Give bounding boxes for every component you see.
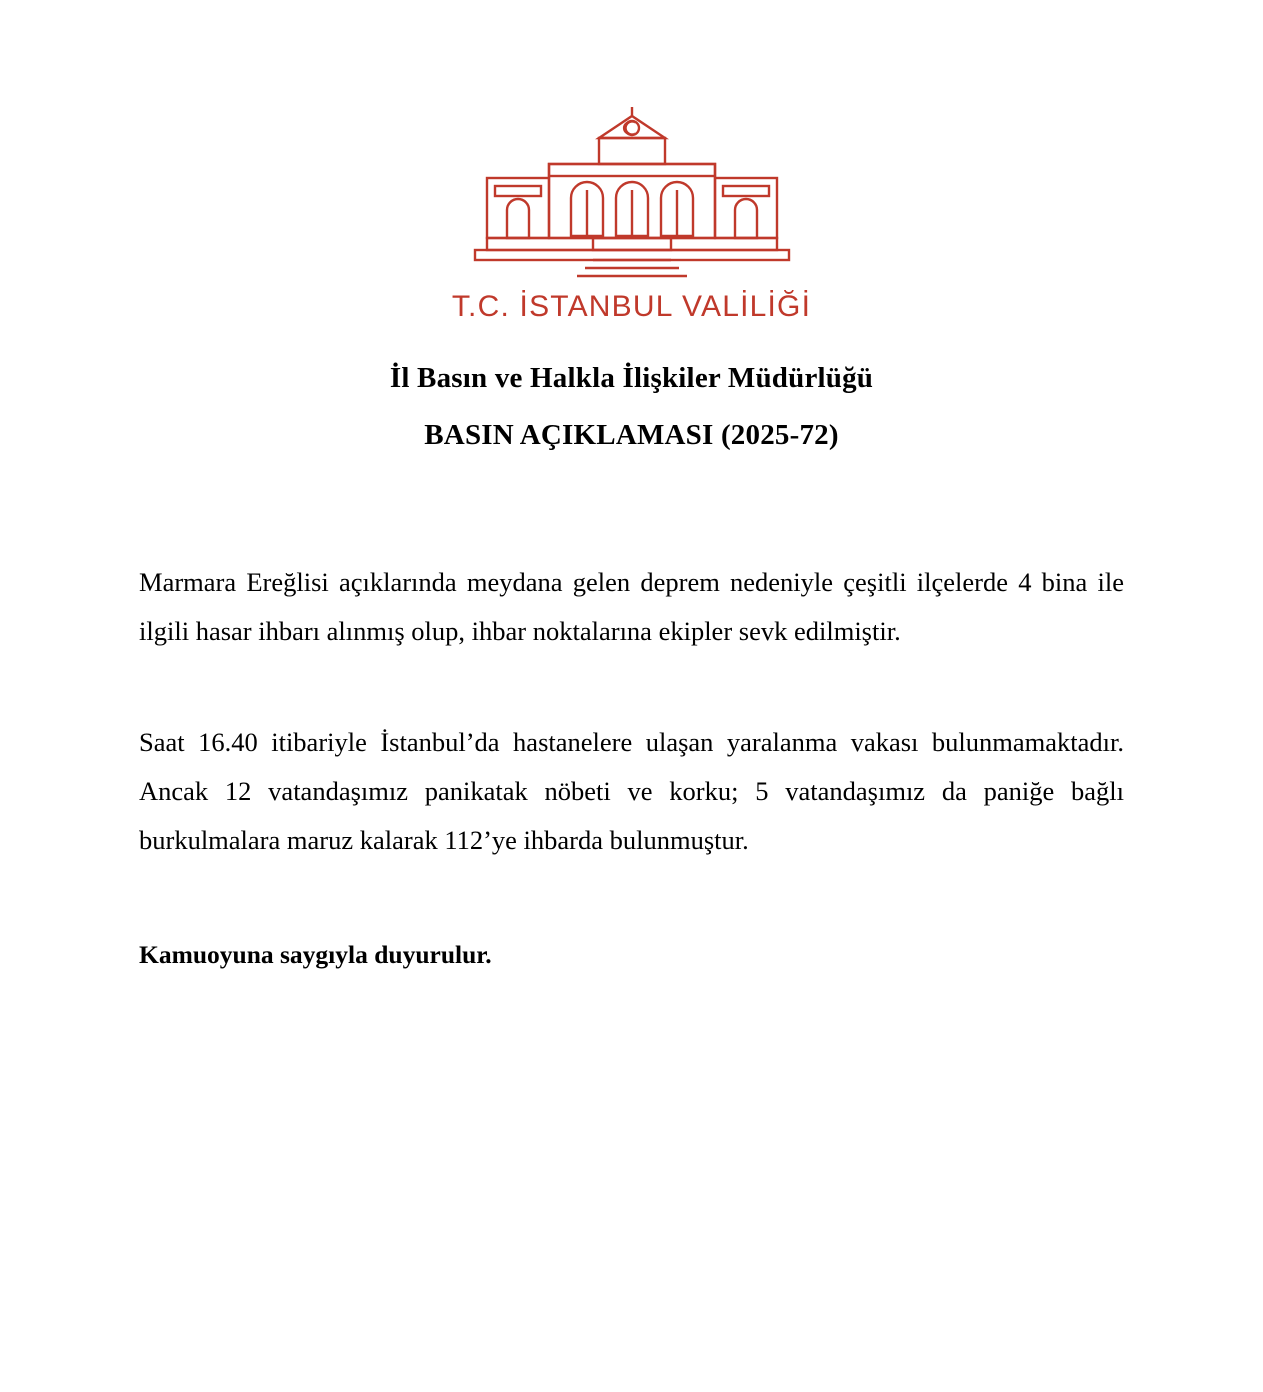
logo-wordmark: T.C. İSTANBUL VALİLİĞİ xyxy=(451,290,812,323)
letterhead xyxy=(0,104,1263,324)
page-subtitle: BASIN AÇIKLAMASI (2025-72) xyxy=(424,419,839,451)
istanbul-governorship-building-icon xyxy=(467,104,797,284)
closing-statement: Kamuoyuna saygıyla duyurulur. xyxy=(139,940,492,970)
document-body xyxy=(139,476,1124,976)
page-title: İl Basın ve Halkla İlişkiler Müdürlüğü xyxy=(389,362,874,394)
paragraph: Saat 16.40 itibariyle İstanbul’da hastanelere ulaşan yaralanma vakası bulunmamaktadır. Ancak 12 vatandaşımız panikatak nöbeti ve korku; 5 vatandaşımız da paniğe bağlı burkulmalara maruz kalarak 112’ye ihbarda bulunmuştur. xyxy=(139,727,1124,856)
document-page xyxy=(0,104,1263,1392)
paragraph: Marmara Ereğlisi açıklarında meydana gelen deprem nedeniyle çeşitli ilçelerde 4 bina ile ilgili hasar ihbarı alınmış olup, ihbar noktalarına ekipler sevk edilmiştir. xyxy=(139,567,1124,647)
